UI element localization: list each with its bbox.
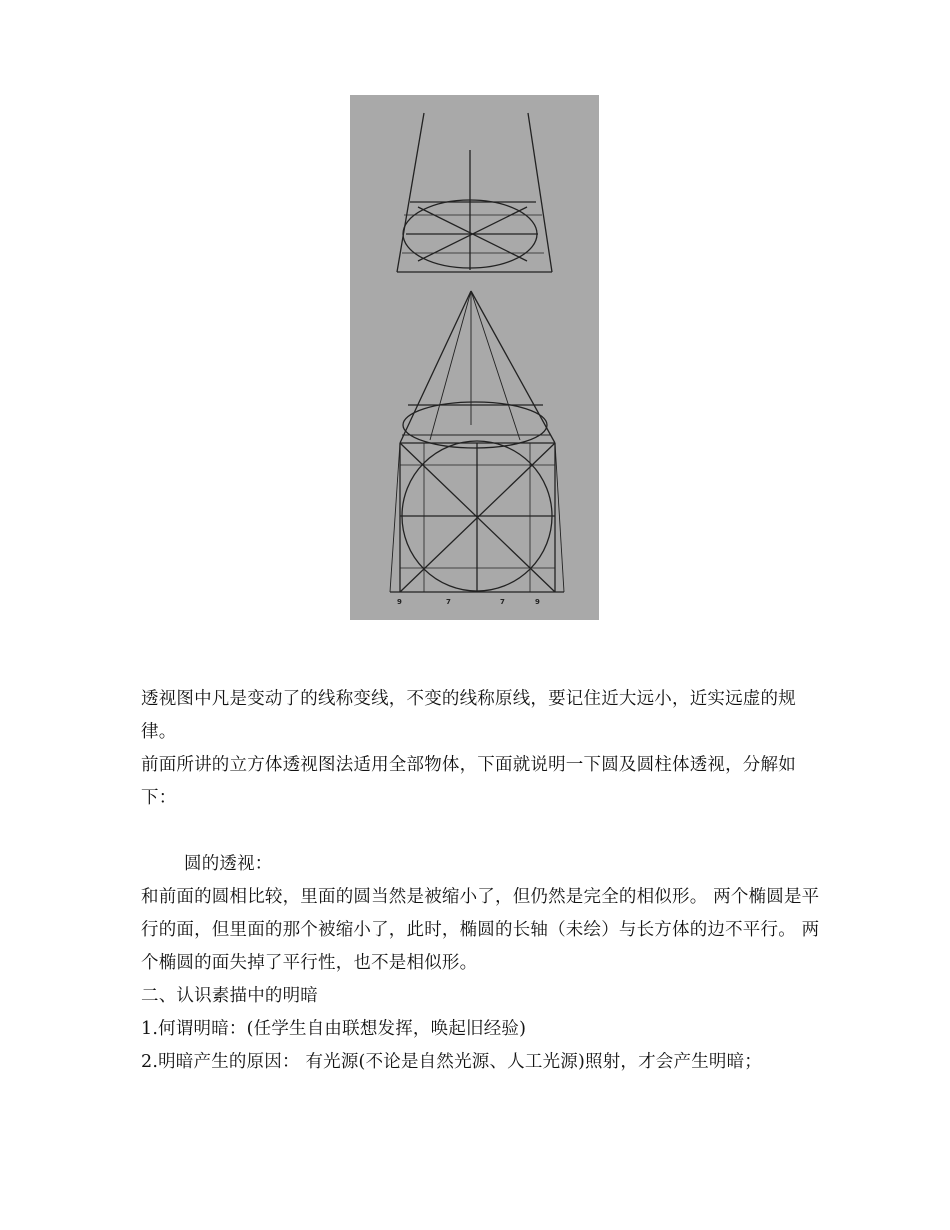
- perspective-drawing: [350, 95, 599, 620]
- paragraph-ellipse-comparison: 和前面的圆相比较，里面的圆当然是被缩小了，但仍然是完全的相似形。 两个椭圆是平行的面，但里面的那个被缩小了，此时，椭圆的长轴（未绘）与长方体的边不平行。 两个椭圆的面失掉了平行性，也不是相似形。: [141, 887, 820, 973]
- paragraph-circle-intro: 前面所讲的立方体透视图法适用全部物体，下面就说明一下圆及圆柱体透视，分解如下：: [141, 755, 796, 808]
- tick-label-2: 7: [446, 598, 451, 606]
- list-item-2: 2.明暗产生的原因： 有光源(不论是自然光源、人工光源)照射，才会产生明暗；: [141, 1052, 763, 1072]
- list-item-1: 1.何谓明暗：(任学生自由联想发挥，唤起旧经验): [141, 1019, 527, 1039]
- perspective-figure: [350, 95, 599, 620]
- heading-circle-perspective: 圆的透视：: [184, 854, 273, 874]
- cylinder-left-edge: [397, 113, 424, 272]
- tick-label-3: 7: [500, 598, 505, 606]
- text-section-2: [141, 848, 821, 1079]
- tick-label-4: 9: [535, 598, 540, 606]
- tick-label-1: 9: [397, 598, 402, 606]
- text-section-1: [141, 683, 821, 815]
- heading-light-shade: 二、认识素描中的明暗: [141, 986, 318, 1006]
- cone-right-edge: [471, 291, 555, 443]
- paragraph-perspective-rule: 透视图中凡是变动了的线称变线，不变的线称原线，要记住近大远小，近实远虚的规律。: [141, 689, 796, 742]
